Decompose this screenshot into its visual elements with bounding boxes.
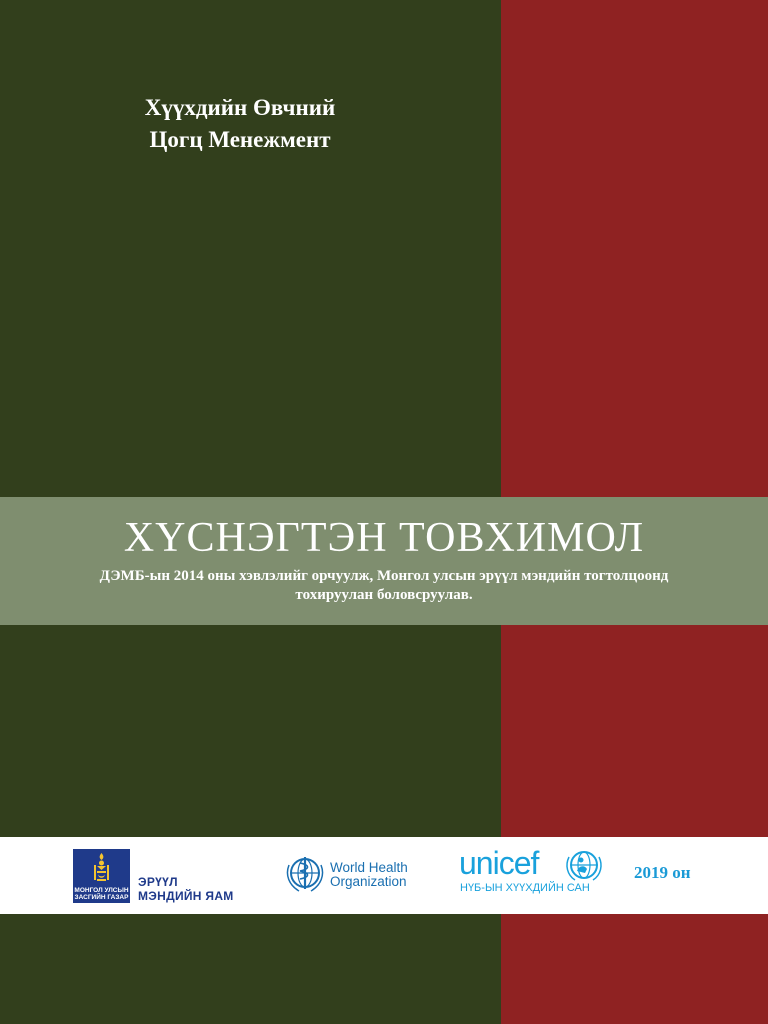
ministry-emblem-text-2: ЗАСГИЙН ГАЗАР: [74, 894, 129, 901]
who-name: [330, 861, 408, 889]
subtitle: [0, 567, 768, 605]
title-band: [0, 497, 768, 625]
soyombo-emblem-icon: [91, 852, 112, 882]
cover-top-title: [0, 92, 480, 156]
main-title: ХҮСНЭГТЭН ТОВХИМОЛ: [123, 515, 645, 561]
publication-year: 2019 он: [634, 863, 691, 882]
top-title-line-2: Цогц Менежмент: [149, 127, 331, 152]
top-title-line-1: Хүүхдийн Өвчний: [144, 95, 336, 120]
ministry-name-line-1: ЭРҮҮЛ: [138, 875, 178, 889]
who-name-line-1: World Health: [330, 860, 408, 875]
who-name-line-2: Organization: [330, 874, 407, 889]
subtitle-line-1: ДЭМБ-ын 2014 оны хэвлэлийг орчуулж, Монгол улсын эрүүл мэндийн тогтолцоонд: [99, 568, 669, 584]
subtitle-line-2: тохируулан боловсруулав.: [295, 587, 473, 603]
ministry-name-line-2: МЭНДИЙН ЯАМ: [138, 889, 234, 903]
ministry-logo: [73, 849, 130, 903]
who-emblem-icon: [283, 855, 327, 895]
unicef-emblem-icon: [565, 849, 603, 883]
logo-band: [0, 837, 768, 914]
unicef-subtitle: НҮБ-ЫН ХҮҮХДИЙН САН: [460, 882, 590, 894]
ministry-emblem-text-1: МОНГОЛ УЛСЫН: [74, 887, 129, 894]
unicef-wordmark: unicef: [459, 845, 539, 881]
ministry-name: [138, 875, 234, 903]
